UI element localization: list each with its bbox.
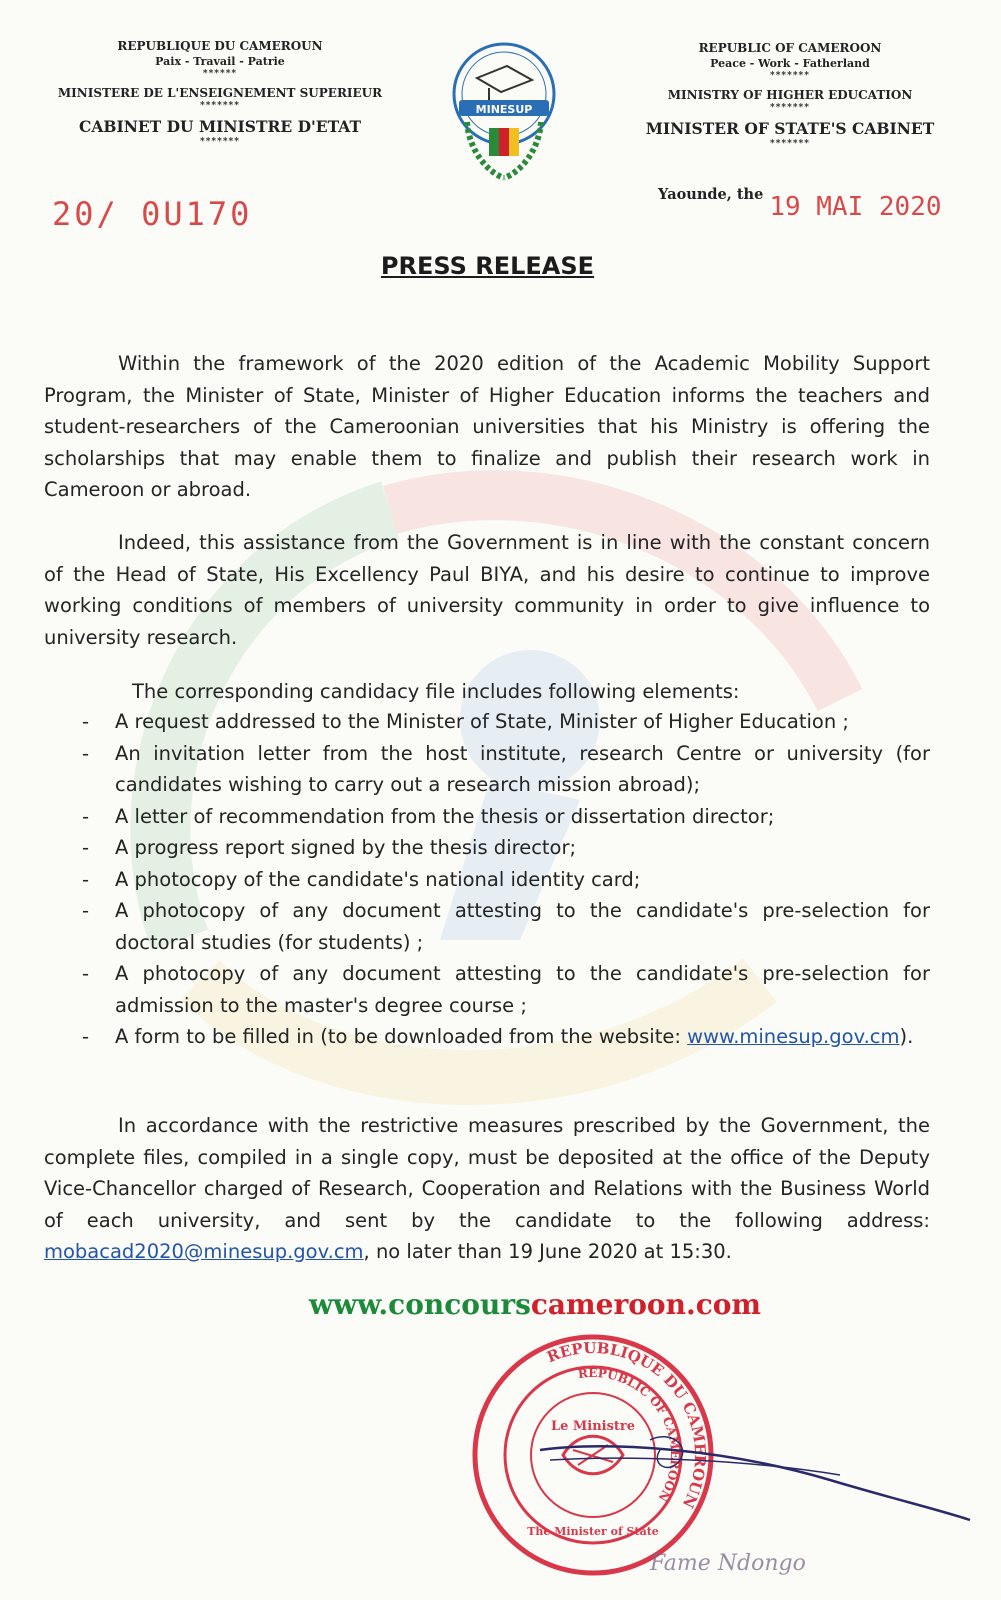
date-prefix: Yaounde, the <box>658 186 764 203</box>
minesup-logo <box>437 38 571 186</box>
separator-stars: ****** <box>202 69 238 79</box>
country-name-en: REPUBLIC OF CAMEROON <box>698 41 882 55</box>
paragraph-context: Indeed, this assistance from the Government is in line with the constant concern of the Head of State, His Excellency Paul BIYA, and his desire to continue to improve working conditions of members of university community in order to give influence to university research. <box>44 531 930 649</box>
cabinet-name-fr: CABINET DU MINISTRE D'ETAT <box>78 117 362 136</box>
list-item: - An invitation letter from the host institute, research Centre or university (for candidates wishing to carry out a research mission abroad); <box>82 741 930 796</box>
watermark-website: www.concourscameroon.com <box>308 1288 762 1321</box>
svg-text:MINESUP: MINESUP <box>475 103 533 116</box>
svg-text:Le Ministre: Le Ministre <box>550 1419 636 1434</box>
candidacy-file-list <box>82 706 930 1053</box>
minesup-website-link[interactable]: www.minesup.gov.cm <box>687 1025 900 1048</box>
separator-stars: ******* <box>770 139 810 149</box>
cabinet-name-en: MINISTER OF STATE'S CABINET <box>645 119 935 138</box>
paragraph-submission: In accordance with the restrictive measures prescribed by the Government, the complete files, compiled in a single copy, must be deposited at the office of the Deputy Vice-Chancellor charged of Research, Cooperation and Relations with the Business World of each university, and sent by the candidate to the following address: mobacad2020@minesup.gov.cm, no later than 19 June 2020 at 15:30. <box>44 1114 930 1263</box>
list-item: - A photocopy of any document attesting to the candidate's pre-selection for admission to the master's degree course ; <box>82 962 930 1017</box>
date-line <box>658 186 942 222</box>
separator-stars: ******* <box>770 71 810 81</box>
reference-number-stamp: 20/ 0U170 <box>52 195 253 233</box>
list-item: - A photocopy of any document attesting to the candidate's pre-selection for doctoral studies (for students) ; <box>82 899 930 954</box>
separator-stars: ******* <box>200 137 240 147</box>
list-item: - A form to be filled in (to be downloaded from the website: www.minesup.gov.cm). <box>82 1025 914 1048</box>
list-item: - A request addressed to the Minister of State, Minister of Higher Education ; <box>82 710 849 733</box>
motto-fr: Paix - Travail - Patrie <box>155 55 285 68</box>
list-item: - A photocopy of the candidate's national identity card; <box>82 867 641 891</box>
ministry-name-en: MINISTRY OF HIGHER EDUCATION <box>667 88 913 102</box>
date-stamp: 19 MAI 2020 <box>769 192 942 222</box>
separator-stars: ******* <box>770 103 810 113</box>
svg-text:The Minister of State: The Minister of State <box>527 1525 659 1538</box>
svg-text:Fame Ndongo: Fame Ndongo <box>650 1551 806 1576</box>
svg-text:REPUBLIC OF CAMEROON: REPUBLIC OF CAMEROON <box>577 1365 683 1504</box>
minister-signature <box>530 1420 980 1590</box>
motto-en: Peace - Work - Fatherland <box>710 57 870 70</box>
separator-stars: ******* <box>200 101 240 111</box>
list-item: - A letter of recommendation from the thesis or dissertation director; <box>82 804 775 828</box>
list-intro: The corresponding candidacy file includes following elements: <box>132 680 740 703</box>
page-title: PRESS RELEASE <box>380 252 595 280</box>
list-item: - A progress report signed by the thesis director; <box>82 836 577 859</box>
header-right-block <box>625 40 955 149</box>
svg-text:REPUBLIQUE DU CAMEROUN: REPUBLIQUE DU CAMEROUN <box>544 1338 710 1511</box>
header-left-block <box>40 38 400 147</box>
ministry-name-fr: MINISTERE DE L'ENSEIGNEMENT SUPERIEUR <box>57 86 383 100</box>
country-name-fr: REPUBLIQUE DU CAMEROUN <box>117 39 323 53</box>
email-link[interactable]: mobacad2020@minesup.gov.cm <box>44 1240 364 1263</box>
paragraph-intro: Within the framework of the 2020 edition of the Academic Mobility Support Program, the Minister of State, Minister of Higher Education informs the teachers and student-researchers of the Cameroonian universities that his Ministry is offering the scholarships that may enable them to finalize and publish their research work in Cameroon or abroad. <box>44 352 930 501</box>
